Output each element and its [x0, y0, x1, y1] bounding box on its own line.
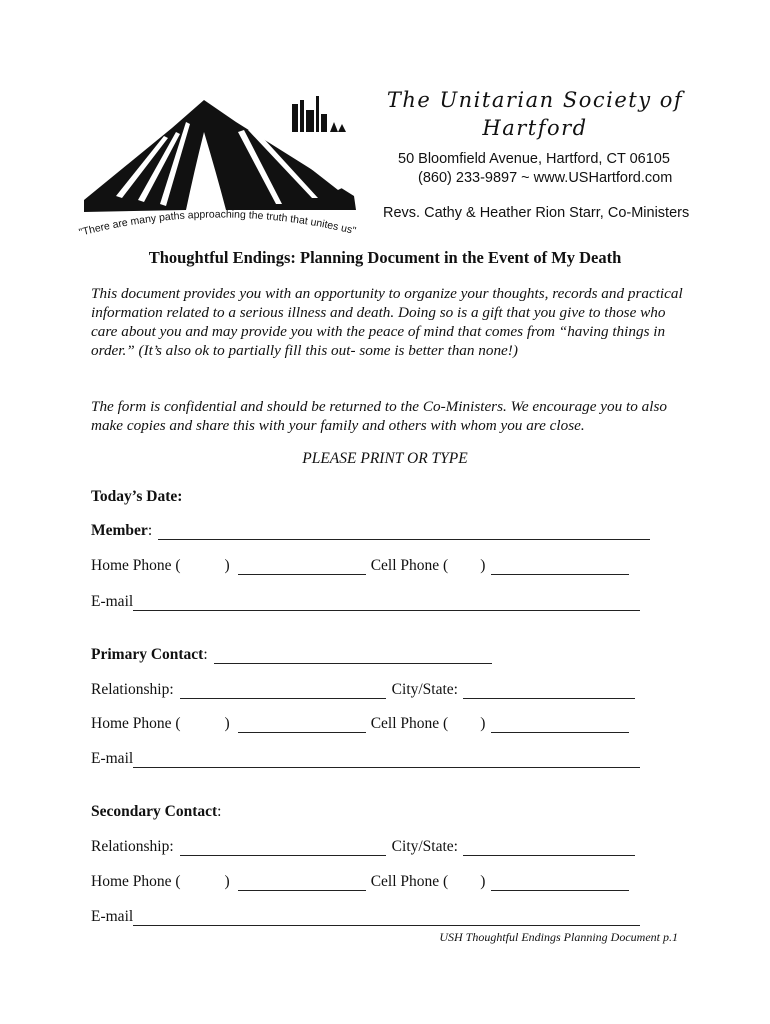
phone-web: (860) 233-9897 ~ www.USHartford.com	[418, 170, 673, 186]
member-row	[91, 516, 650, 540]
close-paren: )	[480, 873, 486, 890]
primary-relationship-row	[91, 675, 635, 699]
secondary-email-row	[91, 902, 640, 926]
city-state-label: City/State:	[391, 681, 458, 698]
cell-phone-label: Cell Phone (	[370, 557, 449, 574]
email-label: E-mail	[91, 908, 134, 925]
logo-slogan: "There are many paths approaching the truth that unites us"	[77, 208, 358, 239]
secondary-colon: :	[217, 803, 222, 820]
close-paren: )	[224, 715, 230, 732]
home-phone-label: Home Phone (	[91, 557, 181, 574]
secondary-email-field[interactable]	[133, 911, 640, 926]
primary-email-row	[91, 744, 640, 768]
close-paren: )	[480, 557, 486, 574]
org-name-line2: Hartford	[482, 116, 588, 140]
ministers: Revs. Cathy & Heather Rion Starr, Co-Ministers	[383, 205, 690, 221]
member-label: Member	[91, 522, 148, 539]
email-label: E-mail	[91, 593, 134, 610]
address: 50 Bloomfield Avenue, Hartford, CT 06105	[398, 151, 670, 167]
member-phone-row	[91, 551, 629, 575]
primary-contact-field[interactable]	[214, 649, 492, 664]
cell-phone-label: Cell Phone (	[370, 715, 449, 732]
home-phone-label: Home Phone (	[91, 873, 181, 890]
secondary-relationship-row	[91, 832, 635, 856]
svg-text:"There are many paths approach	[78, 208, 358, 238]
member-colon: :	[147, 522, 153, 539]
primary-phone-row	[91, 709, 629, 733]
print-instruction: PLEASE PRINT OR TYPE	[302, 450, 468, 467]
intro-paragraph: This document provides you with an opportunity to organize your thoughts, records and practical information related to a serious illness and death. Doing so is a gift that you give to those who care about you and may provide you with the peace of mind that comes from “having things in order.” (It’s also ok to partially fill this out- some is better than none!)	[91, 285, 683, 359]
member-email-row	[91, 587, 640, 611]
primary-colon: :	[203, 646, 208, 663]
primary-email-field[interactable]	[133, 753, 640, 768]
relationship-label: Relationship:	[91, 681, 174, 698]
email-label: E-mail	[91, 750, 134, 767]
todays-date-text: Today’s Date:	[91, 488, 183, 505]
member-email-field[interactable]	[133, 596, 640, 611]
todays-date-label	[91, 482, 182, 506]
relationship-label: Relationship:	[91, 838, 174, 855]
member-field[interactable]	[158, 525, 650, 540]
church-logo	[76, 92, 360, 252]
city-state-label: City/State:	[391, 838, 458, 855]
secondary-city-state-field[interactable]	[463, 841, 635, 856]
secondary-contact-row	[91, 797, 221, 821]
confidential-paragraph: The form is confidential and should be returned to the Co-Ministers. We encourage you to also make copies and share this with your family and others with whom you are close.	[91, 398, 667, 434]
close-paren: )	[480, 715, 486, 732]
page-footer: USH Thoughtful Endings Planning Document p.1	[439, 930, 678, 944]
org-name-line1: The Unitarian Society of	[386, 88, 684, 112]
member-cell-phone-field[interactable]	[491, 560, 629, 575]
secondary-phone-row	[91, 867, 629, 891]
document-title: Thoughtful Endings: Planning Document in the Event of My Death	[148, 248, 622, 267]
org-name	[385, 86, 685, 142]
close-paren: )	[224, 557, 230, 574]
secondary-contact-label: Secondary Contact	[91, 803, 218, 820]
primary-relationship-field[interactable]	[180, 684, 386, 699]
cell-phone-label: Cell Phone (	[370, 873, 449, 890]
secondary-relationship-field[interactable]	[180, 841, 386, 856]
primary-contact-row	[91, 640, 492, 664]
primary-home-phone-field[interactable]	[238, 718, 366, 733]
primary-cell-phone-field[interactable]	[491, 718, 629, 733]
secondary-cell-phone-field[interactable]	[491, 876, 629, 891]
secondary-home-phone-field[interactable]	[238, 876, 366, 891]
primary-city-state-field[interactable]	[463, 684, 635, 699]
home-phone-label: Home Phone (	[91, 715, 181, 732]
close-paren: )	[224, 873, 230, 890]
primary-contact-label: Primary Contact	[91, 646, 204, 663]
member-home-phone-field[interactable]	[238, 560, 366, 575]
